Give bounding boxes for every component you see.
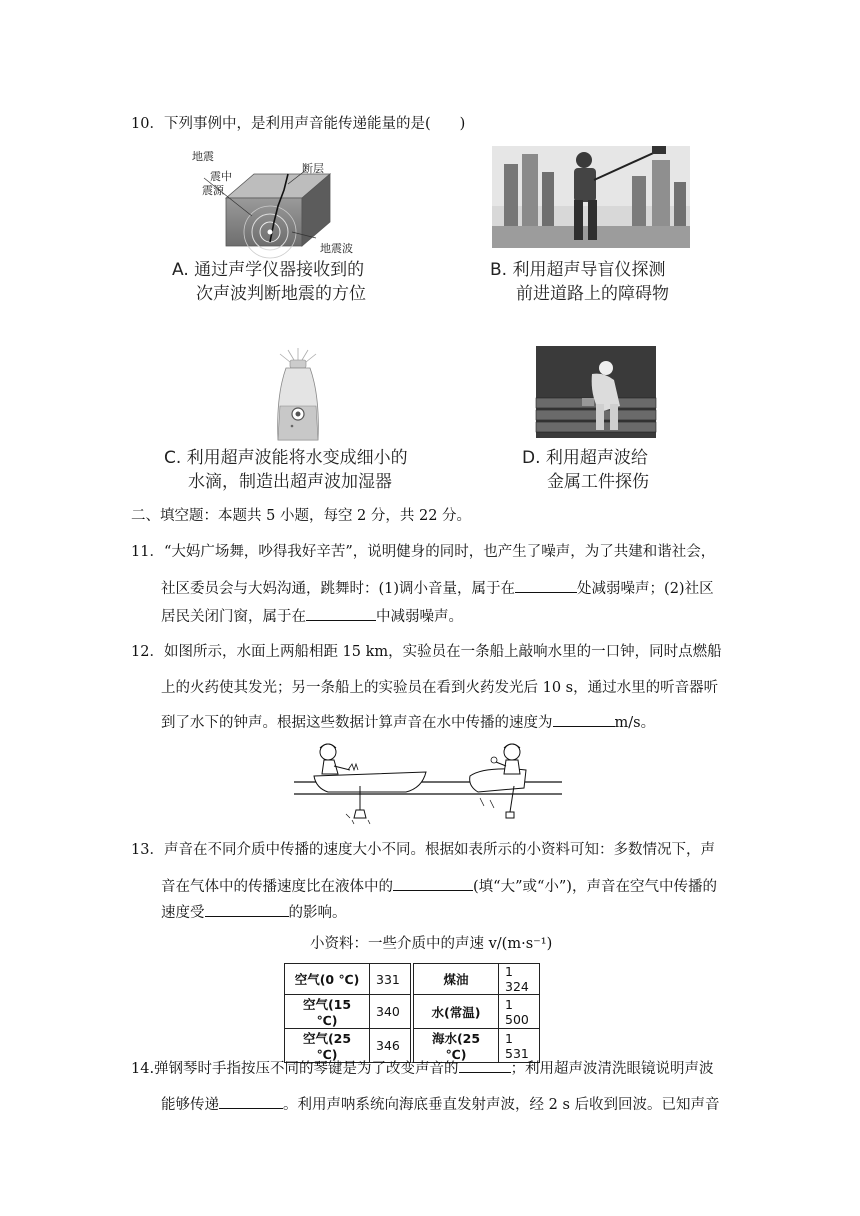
question-14-text-1b: ；利用超声波清洗眼镜说明声波 [510,1061,714,1077]
medium-cell: 空气(25 ℃) [285,1029,370,1063]
question-11-line-2 [161,578,714,599]
option-c-caption-2: 水滴，制造出超声波加湿器 [188,472,392,492]
label-fault: 断层 [302,162,324,175]
medium-cell: 煤油 [414,964,499,995]
question-12-text-3a: 到了水下的钟声。根据这些数据计算声音在水中传播的速度为 [161,715,553,731]
table-row [285,964,540,995]
question-13-text-2a: 音在气体中的传播速度比在液体中的 [161,879,393,895]
option-d-caption-1: D. 利用超声波给 [522,448,648,468]
question-11-text-2b: 处减弱噪声；(2)社区 [577,581,714,597]
medium-cell: 海水(25 ℃) [414,1029,499,1063]
label-wave: 地震波 [320,242,353,255]
blank-13-1[interactable] [393,876,473,891]
question-13-line-1: 13．声音在不同介质中传播的速度大小不同。根据如表所示的小资料可知：多数情况下，声 [131,842,715,858]
blank-14-2[interactable] [219,1094,283,1109]
question-14-text-2a: 能够传递 [161,1097,219,1113]
section-2-heading: 二、填空题：本题共 5 小题，每空 2 分，共 22 分。 [131,508,472,524]
label-epicenter: 震中 [210,170,232,183]
question-14-text-1a: 14.弹钢琴时手指按压不同的琴键是为了改变声音的 [131,1061,459,1077]
speed-cell: 1 500 [499,995,540,1029]
option-a-caption-1: A. 通过声学仪器接收到的 [172,260,365,280]
question-12-line-2: 上的火药使其发光；另一条船上的实验员在看到火药发光后 10 s，通过水里的听音器听 [161,680,719,696]
question-11-text-2a: 社区委员会与大妈沟通，跳舞时：(1)调小音量，属于在 [161,581,516,597]
question-10-stem: 10．下列事例中，是利用声音能传递能量的是( ) [131,116,466,132]
speed-cell: 331 [370,964,411,995]
question-13-text-3a: 速度受 [161,905,205,921]
option-a-caption-2: 次声波判断地震的方位 [196,284,366,304]
label-earthquake: 地震 [192,150,214,163]
question-12-line-1: 12．如图所示，水面上两船相距 15 km，实验员在一条船上敲响水里的一口钟，同时点燃船 [131,644,722,660]
question-12-line-3 [161,712,655,733]
blind-guide-photo [492,146,690,248]
question-11-line-3 [161,606,463,627]
blank-14-1[interactable] [459,1058,511,1073]
question-12-text-3b: m/s。 [614,715,656,731]
speed-cell: 1 324 [499,964,540,995]
question-11-text-3a: 居民关闭门窗，属于在 [161,609,306,625]
speed-cell: 346 [370,1029,411,1063]
blank-11-2[interactable] [306,606,376,621]
option-b-caption-2: 前进道路上的障碍物 [516,284,669,304]
question-13-text-3b: 的影响。 [288,905,347,921]
blank-12-1[interactable] [553,712,615,727]
option-d-caption-2: 金属工件探伤 [547,472,649,492]
blank-11-1[interactable] [515,578,577,593]
metal-inspection-photo [536,346,656,438]
sound-speed-table [284,963,540,1063]
question-14-line-2 [161,1094,720,1115]
question-14-text-2b: 。利用声呐系统向海底垂直发射声波，经 2 s 后收到回波。已知声音 [283,1097,720,1113]
label-focus: 震源 [202,184,224,197]
speed-cell: 340 [370,995,411,1029]
question-13-text-2b: (填“大”或“小”)，声音在空气中传播的 [473,879,717,895]
table-row [285,995,540,1029]
humidifier-image [272,346,324,446]
speed-table-title: 小资料：一些介质中的声速 v/(m·s⁻¹) [310,936,553,952]
medium-cell: 空气(0 ℃) [285,964,370,995]
question-13-line-2 [161,876,717,897]
earthquake-diagram [188,146,353,255]
medium-cell: 空气(15 ℃) [285,995,370,1029]
option-c-caption-1: C. 利用超声波能将水变成细小的 [164,448,408,468]
option-b-caption-1: B. 利用超声导盲仪探测 [490,260,666,280]
medium-cell: 水(常温) [414,995,499,1029]
two-boats-illustration [294,742,562,830]
question-11-line-1: 11．“大妈广场舞，吵得我好辛苦”，说明健身的同时，也产生了噪声，为了共建和谐社会， [131,544,716,560]
speed-cell: 1 531 [499,1029,540,1063]
question-13-line-3 [161,902,347,923]
question-11-text-3b: 中减弱噪声。 [376,609,463,625]
blank-13-2[interactable] [205,902,289,917]
question-14-line-1 [131,1058,714,1079]
